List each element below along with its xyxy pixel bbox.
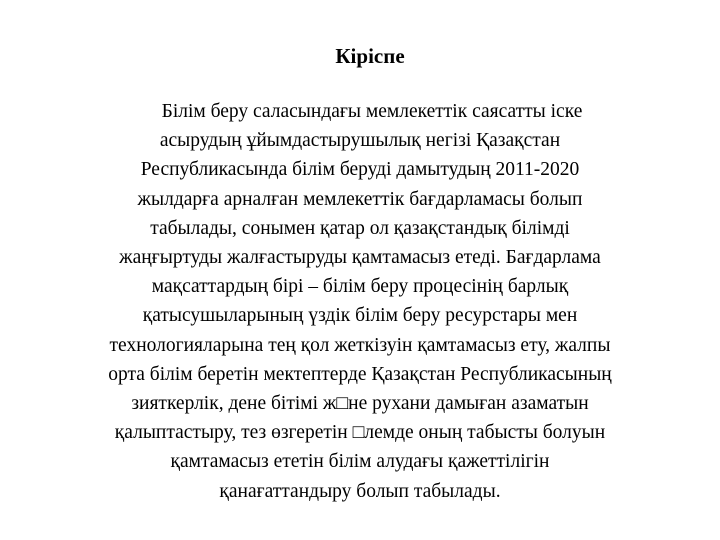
body-line: қамтамасыз ететін білім алудағы қажеттілігін — [170, 451, 550, 473]
body-line: технологияларына тең қол жеткізуін қамтамасыз ету, жалпы — [109, 334, 611, 356]
body-line: орта білім беретін мектептерде Қазақстан Республикасының — [108, 363, 612, 385]
slide-title: Кіріспе — [335, 44, 405, 68]
body-line: жаңғыртуды жалғастыруды қамтамасыз етеді. Бағдарлама — [119, 247, 601, 269]
body-line: қалыптастыру, тез өзгеретін □лемде оның табысты болуын — [114, 422, 606, 444]
body-line: Білім беру саласындағы мемлекеттік саясатты іске — [161, 101, 583, 122]
body-line: асырудың ұйымдастырушылық негізі Қазақстан — [159, 130, 561, 152]
body-line: Республикасында білім беруді дамытудың 2011-2020 — [140, 159, 580, 181]
body-line: зияткерлік, дене бітімі ж□не рухани дамыған азаматын — [131, 393, 589, 415]
body-line: табылады, сонымен қатар ол қазақстандық білімді — [150, 217, 570, 239]
slide-body-text — [20, 97, 700, 506]
body-line: жылдарға арналған мемлекеттік бағдарламасы болып — [137, 188, 583, 210]
body-line: мақсаттардың бірі – білім беру процесінің барлық — [151, 276, 569, 298]
body-line: қатысушыларының үздік білім беру ресурстары мен — [142, 305, 578, 327]
body-line: қанағаттандыру болып табылады. — [219, 480, 501, 502]
